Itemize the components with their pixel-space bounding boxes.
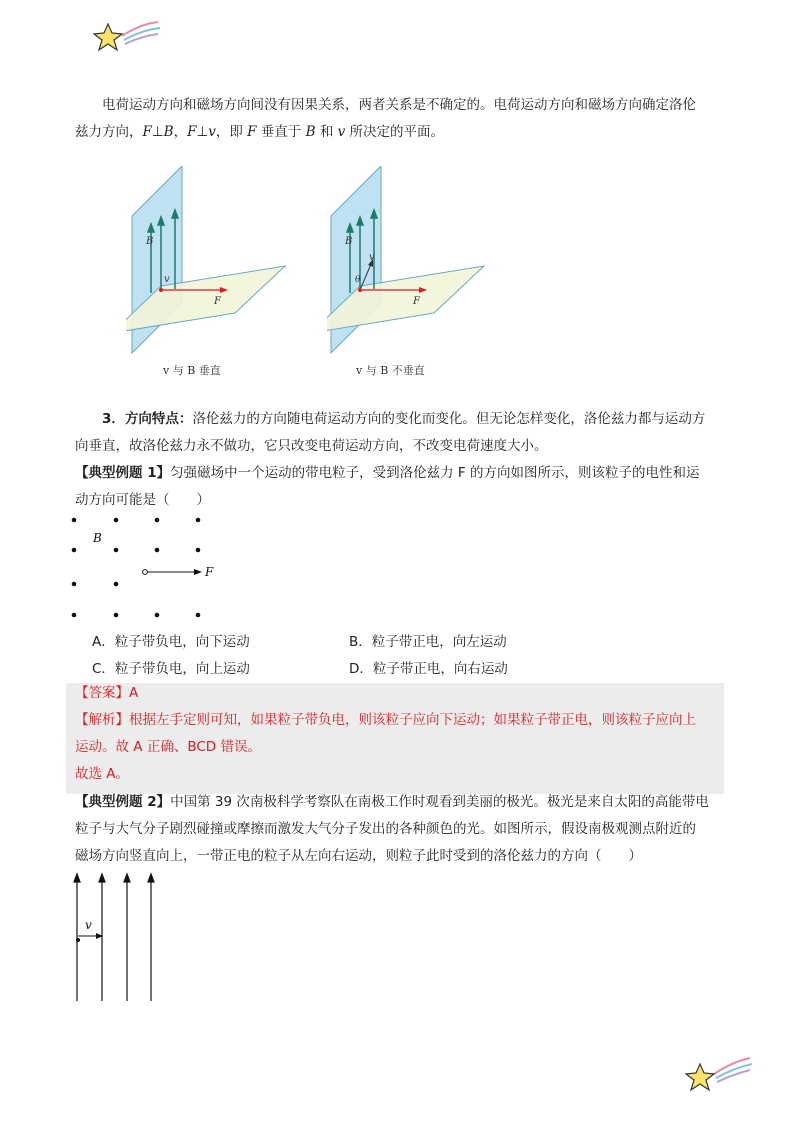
- label-b: B: [146, 236, 154, 247]
- label-v: v: [164, 274, 170, 285]
- example2-line-2: 粒子与大气分子剧烈碰撞或摩擦而激发大气分子发出的各种颜色的光。如图所示，假设南极观测点附近的: [75, 821, 696, 837]
- example1-line-1: 【典型例题 1】匀强磁场中一个运动的带电粒子，受到洛伦兹力 F 的方向如图所示，则该粒子的电性和运: [75, 465, 700, 481]
- label-v: v: [369, 252, 375, 263]
- label-v: v: [85, 918, 92, 932]
- figure-v-not-perpendicular-b: [327, 166, 492, 354]
- label-f: F: [205, 565, 214, 579]
- option-b[interactable]: B．粒子带正电，向左运动: [349, 634, 507, 650]
- label-theta: θ: [355, 275, 361, 285]
- caption-left: v 与 B 垂直: [163, 364, 221, 377]
- intro-line-2: 兹力方向，F⊥B，F⊥v，即 F 垂直于 B 和 v 所决定的平面。: [75, 124, 445, 140]
- conclusion-line: 故选 A。: [75, 766, 130, 782]
- section3-line-2: 向垂直，故洛伦兹力永不做功，它只改变电荷运动方向，不改变电荷速度大小。: [75, 438, 548, 454]
- option-c[interactable]: C．粒子带负电，向上运动: [92, 661, 250, 677]
- field-lines-figure: [66, 870, 166, 1004]
- answer-line: 【答案】A: [75, 685, 139, 701]
- shooting-star-icon: [684, 1052, 756, 1096]
- analysis-line-2: 运动。故 A 正确、BCD 错误。: [75, 739, 261, 755]
- example2-line-1: 【典型例题 2】中国第 39 次南极科学考察队在南极工作时观看到美丽的极光。极光是来自太阳的高能带电: [75, 794, 709, 810]
- magnetic-field-dot-figure: [66, 512, 226, 624]
- label-f: F: [214, 296, 221, 307]
- analysis-line-1: 【解析】根据左手定则可知，如果粒子带负电，则该粒子应向下运动；如果粒子带正电，则该粒子应向上: [75, 712, 696, 728]
- option-d[interactable]: D．粒子带正电，向右运动: [349, 661, 508, 677]
- caption-right: v 与 B 不垂直: [356, 364, 425, 377]
- label-f: F: [413, 296, 420, 307]
- intro-line-1: 电荷运动方向和磁场方向间没有因果关系，两者关系是不确定的。电荷运动方向和磁场方向确定洛伦: [102, 97, 696, 113]
- section3-line-1: 3．方向特点：洛伦兹力的方向随电荷运动方向的变化而变化。但无论怎样变化，洛伦兹力都与运动方: [102, 411, 706, 427]
- label-b: B: [93, 531, 102, 545]
- example2-line-3: 磁场方向竖直向上，一带正电的粒子从左向右运动，则粒子此时受到的洛伦兹力的方向（ ）: [75, 848, 642, 864]
- label-b: B: [345, 236, 353, 247]
- figure-v-perpendicular-b: [126, 166, 291, 354]
- option-a[interactable]: A．粒子带负电，向下运动: [92, 634, 250, 650]
- shooting-star-icon: [92, 18, 164, 58]
- example1-line-2: 动方向可能是（ ）: [75, 492, 210, 508]
